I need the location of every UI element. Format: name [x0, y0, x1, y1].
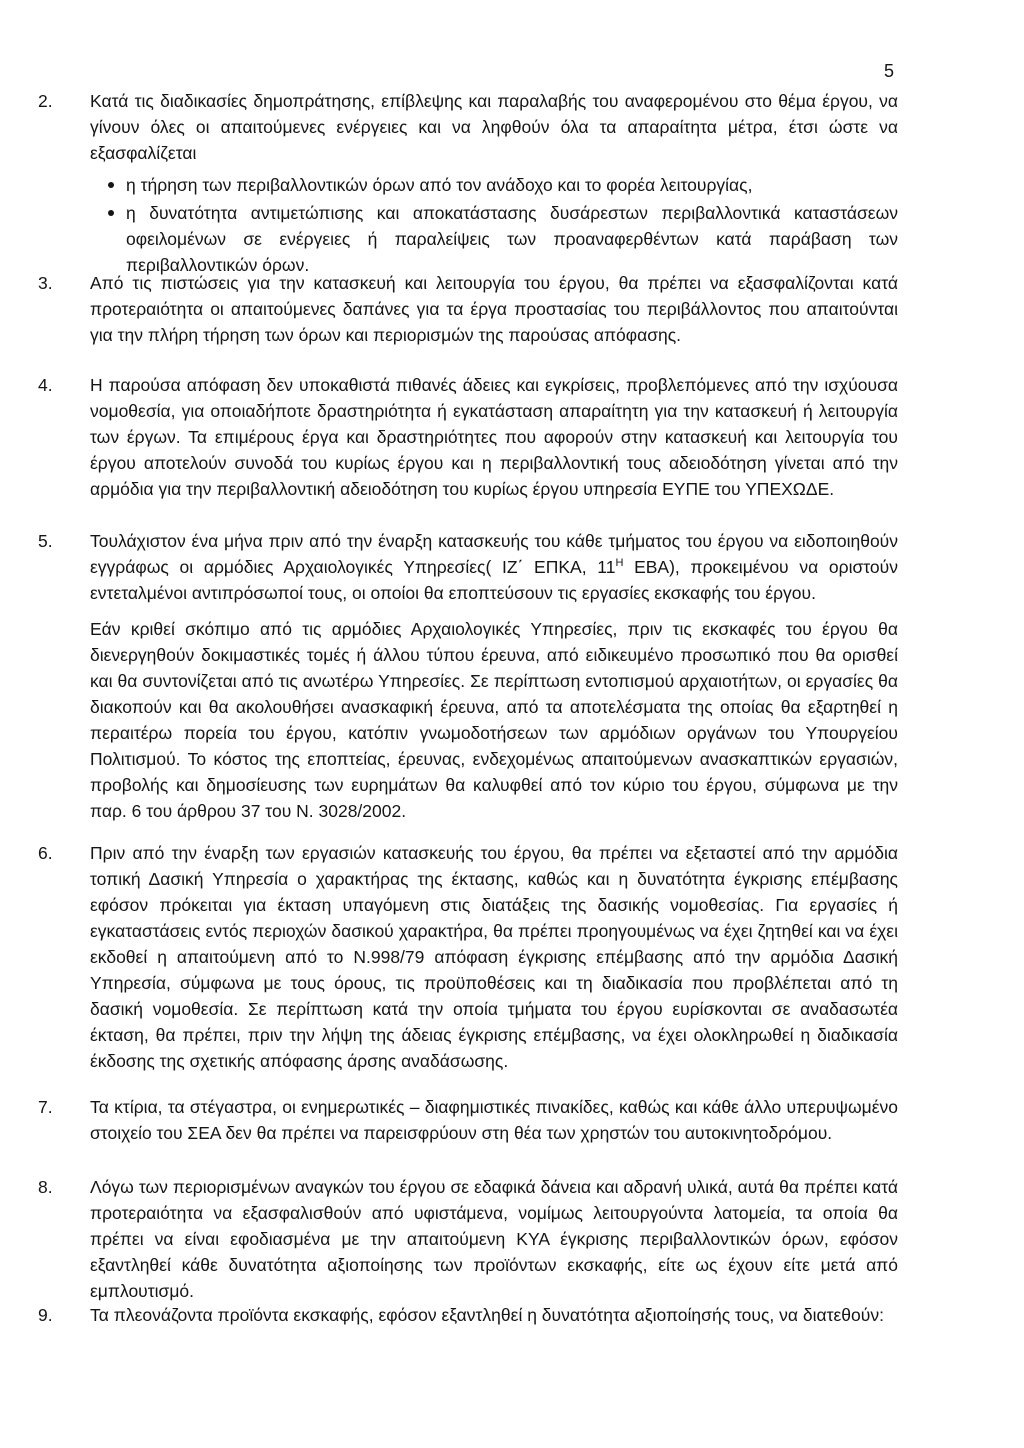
item-number: 8. [38, 1177, 53, 1197]
item-number: 2. [38, 91, 53, 111]
item-text: Πριν από την έναρξη των εργασιών κατασκευής του έργου, θα πρέπει να εξεταστεί από την αρμόδια τοπική Δασική Υπηρεσία ο χαρακτήρας της έκτασης, καθώς και η δυνατότητα έγκρισης επέμβασης εφόσον πρόκειται για έκταση υπαγόμενη στις διατάξεις της δασικής νομοθεσίας. Για εργασίες ή εγκαταστάσεις εντός περιοχών δασικού χαρακτήρα, θα πρέπει προηγουμένως να έχει ζητηθεί και να έχει εκδοθεί η απαιτούμενη από το Ν.998/79 απόφαση έγκρισης επέμβασης από την αρμόδια Δασική Υπηρεσία, σύμφωνα με τους όρους, τις προϋποθέσεις και τη διαδικασία που προβλέπεται από τη δασική νομοθεσία. Σε περίπτωση κατά την οποία τμήματα του έργου ευρίσκονται σε αναδασωτέα έκταση, θα πρέπει, πριν την λήψη της άδειας έγκρισης επέμβασης, να έχει ολοκληρωθεί η διαδικασία έκδοσης της σχετικής απόφασης άρσης αναδάσωσης. [90, 843, 898, 1071]
list-item [38, 270, 898, 348]
superscript: Η [615, 557, 624, 570]
item-text-part: Τουλάχιστον ένα μήνα πριν από την έναρξη κατασκευής του κάθε τμήματος του έργου να ειδοποιηθούν εγγράφως οι αρμόδιες Αρχαιολογικές Υπηρεσίες( ΙΖ΄ ΕΠΚΑ, 11 [90, 531, 898, 577]
list-item [38, 528, 898, 824]
item-text: Τα κτίρια, τα στέγαστρα, οι ενημερωτικές – διαφημιστικές πινακίδες, καθώς και κάθε άλλο υπερυψωμένο στοιχείο του ΣΕΑ δεν θα πρέπει να παρεισφρύουν στη θέα των χρηστών του αυτοκινητοδρόμου. [90, 1097, 898, 1143]
item-text: Η παρούσα απόφαση δεν υποκαθιστά πιθανές άδειες και εγκρίσεις, προβλεπόμενες από την ισχύουσα νομοθεσία, για οποιαδήποτε δραστηριότητα ή εγκατάσταση απαραίτητη για την κατασκευή ή λειτουργία των έργων. Τα επιμέρους έργα και δραστηριότητες που αφορούν στην κατασκευή και λειτουργία του έργου αποτελούν συνοδά του κυρίως έργου και η περιβαλλοντική τους αδειοδότηση γίνεται από την αρμόδια για την περιβαλλοντική αδειοδότηση του κυρίως έργου υπηρεσία ΕΥΠΕ του ΥΠΕΧΩΔΕ. [90, 375, 898, 499]
list-item [38, 1302, 898, 1328]
bullet-item: η δυνατότητα αντιμετώπισης και αποκατάστασης δυσάρεστων περιβαλλοντικά καταστάσεων οφειλομένων σε ενέργειες ή παραλείψεις των προαναφερθέντων κατά παράβαση των περιβαλλοντικών όρων. [108, 200, 898, 278]
item-text [90, 528, 898, 606]
item-text: Από τις πιστώσεις για την κατασκευή και λειτουργία του έργου, θα πρέπει να εξασφαλίζονται κατά προτεραιότητα οι απαιτούμενες δαπάνες για τα έργα προστασίας του περιβάλλοντος που απαιτούνται για την πλήρη τήρηση των όρων και περιορισμών της παρούσας απόφασης. [90, 273, 898, 345]
list-item [38, 372, 898, 502]
item-text-part: ΕΒΑ), προκειμένου να οριστούν εντεταλμένοι αντιπρόσωποί τους, οι οποίοι θα εποπτεύσουν τις εργασίες εκσκαφής του έργου. [90, 557, 898, 603]
bullet-list [90, 172, 898, 278]
item-paragraph: Εάν κριθεί σκόπιμο από τις αρμόδιες Αρχαιολογικές Υπηρεσίες, πριν τις εκσκαφές του έργου θα διενεργηθούν δοκιμαστικές τομές ή άλλου τύπου έρευνα, από ειδικευμένο προσωπικό που θα ορισθεί και θα συντονίζεται από τις ανωτέρω Υπηρεσίες. Σε περίπτωση εντοπισμού αρχαιοτήτων, οι εργασίες θα διακοπούν και θα ακολουθήσει ανασκαφική έρευνα, από τα αποτελέσματα της οποίας θα εξαρτηθεί η περαιτέρω πορεία του έργου, κατόπιν γνωμοδοτήσεων των αρμόδιων οργάνων του Υπουργείου Πολιτισμού. Το κόστος της εποπτείας, έρευνας, ενδεχομένως απαιτούμενων ανασκαπτικών εργασιών, προβολής και δημοσίευσης των ευρημάτων θα καλυφθεί από τον κύριο του έργου, σύμφωνα με την παρ. 6 του άρθρου 37 του Ν. 3028/2002. [90, 619, 898, 821]
item-number: 5. [38, 531, 53, 551]
item-number: 4. [38, 375, 53, 395]
item-number: 3. [38, 273, 53, 293]
item-text: Κατά τις διαδικασίες δημοπράτησης, επίβλεψης και παραλαβής του αναφερομένου στο θέμα έργου, να γίνουν όλες οι απαιτούμενες ενέργειες και να ληφθούν όλα τα απαραίτητα μέτρα, έτσι ώστε να εξασφαλίζεται [90, 91, 898, 163]
list-item [38, 88, 898, 280]
item-text: Τα πλεονάζοντα προϊόντα εκσκαφής, εφόσον εξαντληθεί η δυνατότητα αξιοποίησής τους, να διατεθούν: [90, 1305, 884, 1325]
list-item [38, 1094, 898, 1146]
list-item [38, 840, 898, 1074]
item-number: 7. [38, 1097, 53, 1117]
page-number: 5 [883, 61, 894, 81]
list-item [38, 1174, 898, 1304]
bullet-item: η τήρηση των περιβαλλοντικών όρων από τον ανάδοχο και το φορέα λειτουργίας, [108, 172, 898, 198]
item-number: 9. [38, 1305, 53, 1325]
item-text: Λόγω των περιορισμένων αναγκών του έργου σε εδαφικά δάνεια και αδρανή υλικά, αυτά θα πρέπει κατά προτεραιότητα να εξασφαλισθούν από υφιστάμενα, νομίμως λειτουργούντα λατομεία, τα οποία θα πρέπει να είναι εφοδιασμένα με την απαιτούμενη ΚΥΑ έγκρισης περιβαλλοντικών όρων, εφόσον εξαντληθεί κάθε δυνατότητα αξιοποίησης των προϊόντων εκσκαφής, είτε ως έχουν είτε μετά από εμπλουτισμό. [90, 1177, 898, 1301]
item-number: 6. [38, 843, 53, 863]
